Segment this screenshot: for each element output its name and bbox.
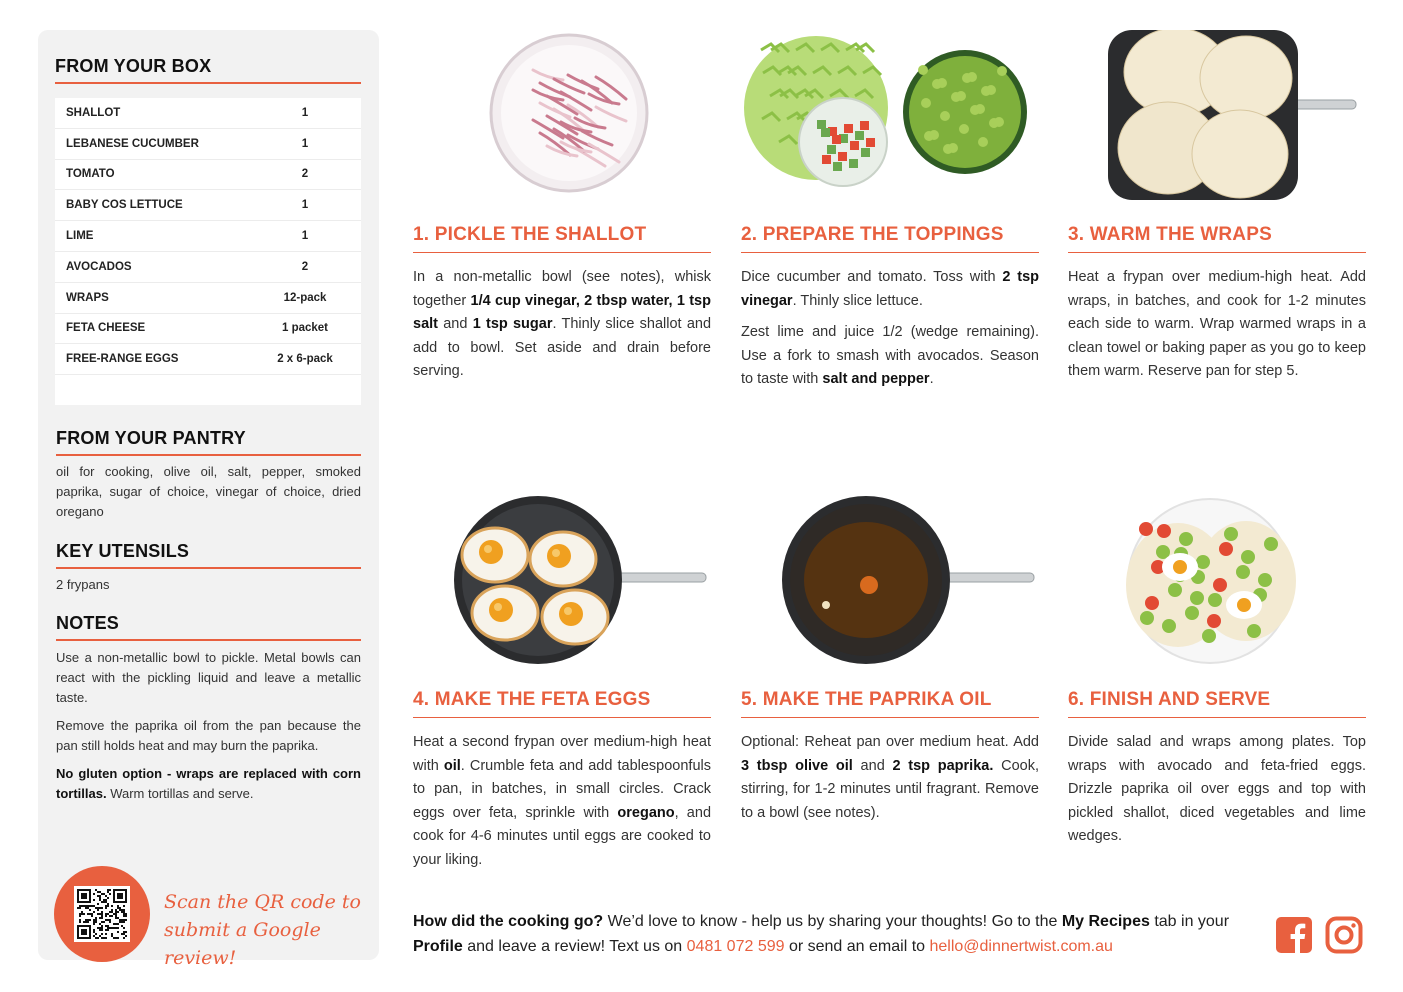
ingredient-name: WRAPS xyxy=(66,291,109,304)
pantry-text: oil for cooking, olive oil, salt, pepper, smoked paprika, sugar of choice, vinegar of choice, dried oregano xyxy=(56,464,361,519)
ingredient-row xyxy=(55,98,361,129)
pickled-shallot-bowl-image xyxy=(413,30,711,200)
footer-text: We’d love to know - help us by sharing your thoughts! Go to the xyxy=(603,913,1062,930)
step-paragraph xyxy=(741,731,1039,825)
ingredient-name: FETA CHEESE xyxy=(66,322,146,335)
step-paragraph xyxy=(1068,731,1366,849)
step-text: Divide salad and wraps among plates. Top wraps with avocado and feta-fried eggs. Drizzle paprika oil over eggs and top with pickled shallot, diced vegetables and lime wedges. xyxy=(1068,734,1366,844)
utensils-title: KEY UTENSILS xyxy=(56,541,190,561)
step-paragraph xyxy=(741,266,1039,313)
note-3-bold: No gluten option - wraps are replaced with corn tortillas. xyxy=(56,766,361,801)
qr-code-icon xyxy=(74,886,130,942)
ingredient-quantity: 2 tsp paprika. xyxy=(892,757,994,774)
feedback-question: How did the cooking go? xyxy=(413,913,604,930)
ingredient-row xyxy=(55,314,361,345)
step-text: Cook, stirring, for 1-2 minutes until fragrant. Remove to a bowl (see notes). xyxy=(741,757,1039,821)
paprika-oil-pan-image xyxy=(741,495,1039,665)
step-title: 2. PREPARE THE TOPPINGS xyxy=(741,224,1039,253)
step-instructions xyxy=(1068,731,1366,857)
step-text: In a non-metallic bowl (see notes), whisk together xyxy=(413,269,711,309)
ingredient-row xyxy=(55,252,361,283)
ingredient-row xyxy=(55,344,361,375)
qr-badge[interactable] xyxy=(54,866,150,962)
step-title: 3. WARM THE WRAPS xyxy=(1068,224,1366,253)
ingredient-quantity: oil xyxy=(443,757,461,774)
notes-title: NOTES xyxy=(56,613,120,633)
step-title: 5. MAKE THE PAPRIKA OIL xyxy=(741,689,1039,718)
step-instructions xyxy=(1068,266,1366,392)
ingredient-qty: 1 xyxy=(301,230,309,243)
note-3 xyxy=(56,764,361,804)
step-instructions xyxy=(741,731,1039,833)
step-text: . Thinly slice shallot and add to bowl. Set aside and drain before serving. xyxy=(413,316,712,379)
note-1: Use a non-metallic bowl to pickle. Metal bowls can react with the pickling liquid and leave a metallic taste. xyxy=(56,650,361,705)
ingredient-name: AVOCADOS xyxy=(66,260,132,273)
step-text: Optional: Reheat pan over medium heat. Add xyxy=(741,734,1039,750)
divider xyxy=(55,82,361,84)
step-text: . Thinly slice lettuce. xyxy=(792,292,923,309)
ingredient-quantity: 2 tsp vinegar xyxy=(741,269,1040,309)
footer-text: and leave a review! Text us on xyxy=(462,938,687,955)
step-paragraph xyxy=(741,321,1039,392)
step-instructions xyxy=(413,266,711,392)
ingredient-quantity: 1/4 cup vinegar, 2 tbsp water, 1 tsp salt xyxy=(413,292,711,332)
step-instructions xyxy=(413,731,711,880)
step-text: Zest lime and juice 1/2 (wedge remaining). Use a fork to smash with avocados. Season to taste with xyxy=(741,324,1039,387)
ingredient-quantity: 3 tbsp olive oil xyxy=(741,757,853,774)
step-title: 6. FINISH AND SERVE xyxy=(1068,689,1366,718)
phone-link[interactable]: 0481 072 599 xyxy=(686,938,785,955)
step-text: . xyxy=(929,371,934,387)
ingredient-qty: 2 x 6-pack xyxy=(277,353,333,366)
ingredient-quantity: salt and pepper xyxy=(822,371,930,387)
footer-text: tab in your xyxy=(1149,913,1230,930)
qr-caption-line-1: Scan the QR code to xyxy=(164,891,361,913)
qr-caption-line-2: submit a Google review! xyxy=(164,919,321,969)
step-text: and xyxy=(852,757,893,774)
ingredient-row xyxy=(55,129,361,160)
step-instructions xyxy=(741,266,1039,400)
step-paragraph xyxy=(1068,266,1366,384)
step-paragraph xyxy=(413,266,711,384)
step-text: . Crumble feta and add tablespoonfuls to pan, in batches, in small circles. Crack eggs over feta, sprinkle with xyxy=(413,757,711,821)
step-text: and xyxy=(438,316,473,332)
note-3-rest: Warm tortillas and serve. xyxy=(106,786,254,801)
note-2: Remove the paprika oil from the pan because the pan still holds heat and may burn the paprika. xyxy=(56,718,361,753)
ingredient-qty: 1 xyxy=(301,137,309,150)
step-paragraph xyxy=(413,731,711,872)
ingredient-quantity: oregano xyxy=(617,804,675,821)
step-text: Dice cucumber and tomato. Toss with xyxy=(741,269,1003,285)
ingredient-name: FREE-RANGE EGGS xyxy=(66,353,179,366)
ingredients-table xyxy=(55,98,361,405)
served-plate-image xyxy=(1068,495,1366,665)
ingredient-qty: 2 xyxy=(301,168,309,181)
divider xyxy=(56,454,361,456)
ingredient-name: TOMATO xyxy=(66,168,115,181)
notes-text xyxy=(56,648,361,812)
feedback-footer xyxy=(413,909,1263,959)
divider xyxy=(56,567,361,569)
ingredient-quantity: 1 tsp sugar xyxy=(472,316,553,332)
ingredient-name: SHALLOT xyxy=(66,106,121,119)
utensils-text: 2 frypans xyxy=(56,577,110,592)
divider xyxy=(56,639,361,641)
profile-link[interactable]: Profile xyxy=(413,938,463,955)
ingredient-row xyxy=(55,221,361,252)
wraps-in-pan-image xyxy=(1068,30,1366,200)
ingredient-row xyxy=(55,283,361,314)
from-box-title: FROM YOUR BOX xyxy=(55,56,212,76)
my-recipes-link[interactable]: My Recipes xyxy=(1061,913,1150,930)
ingredient-row xyxy=(55,190,361,221)
step-title: 4. MAKE THE FETA EGGS xyxy=(413,689,711,718)
ingredient-name: LIME xyxy=(66,230,94,243)
ingredient-qty: 2 xyxy=(301,260,309,273)
footer-text: or send an email to xyxy=(784,938,930,955)
ingredient-name: LEBANESE CUCUMBER xyxy=(66,137,199,150)
ingredient-row xyxy=(55,160,361,191)
feta-eggs-pan-image xyxy=(413,495,711,665)
ingredient-qty: 1 xyxy=(301,106,309,119)
email-link[interactable]: hello@dinnertwist.com.au xyxy=(929,938,1113,955)
toppings-bowls-image xyxy=(741,30,1039,200)
ingredient-qty: 1 xyxy=(301,199,309,212)
pantry-title: FROM YOUR PANTRY xyxy=(56,428,246,448)
ingredient-name: BABY COS LETTUCE xyxy=(66,199,183,212)
sidebar xyxy=(38,30,379,969)
ingredient-qty: 12-pack xyxy=(283,291,327,304)
instagram-icon[interactable] xyxy=(1325,916,1363,954)
step-text: , and cook for 4-6 minutes until eggs are cooked to your liking. xyxy=(413,804,712,868)
qr-caption xyxy=(164,888,364,972)
ingredient-qty: 1 packet xyxy=(281,322,329,335)
facebook-icon[interactable] xyxy=(1275,916,1313,954)
step-text: Heat a frypan over medium-high heat. Add wraps, in batches, and cook for 1-2 minutes each side to warm. Wrap warmed wraps in a clean towel or baking paper as you go to keep them warm. Reserve pan for step 5. xyxy=(1068,269,1366,379)
step-title: 1. PICKLE THE SHALLOT xyxy=(413,224,711,253)
step-text: Heat a second frypan over medium-high heat with xyxy=(413,734,711,774)
